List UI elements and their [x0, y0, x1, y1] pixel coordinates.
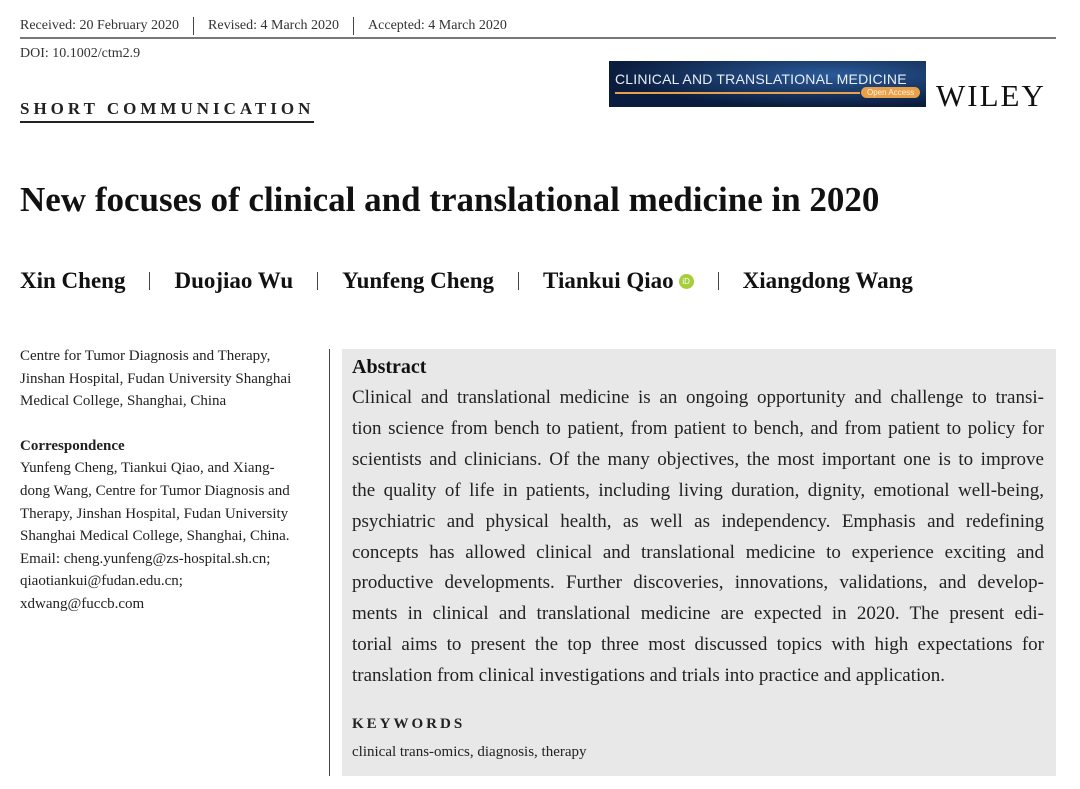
abstract-line: torial aims to present the top three most discussed topics with high expectations for	[352, 634, 1044, 656]
author-separator	[149, 272, 150, 290]
header-rule	[20, 37, 1056, 39]
publisher-logo[interactable]: WILEY	[936, 78, 1046, 113]
article-title: New focuses of clinical and translational medicine in 2020	[20, 180, 880, 219]
correspondence-line: dong Wang, Centre for Tumor Diagnosis and	[20, 482, 290, 499]
author[interactable]: Duojiao Wu	[174, 268, 294, 293]
journal-title: CLINICAL AND TRANSLATIONAL MEDICINE	[615, 71, 907, 87]
correspondence-line: Yunfeng Cheng, Tiankui Qiao, and Xiang-	[20, 460, 275, 477]
affiliation-line: Jinshan Hospital, Fudan University Shanghai	[20, 370, 292, 387]
affiliation	[20, 345, 320, 413]
author[interactable]: Tiankui Qiao	[543, 268, 674, 293]
affiliation-column	[20, 345, 320, 616]
abstract-heading: Abstract	[352, 356, 427, 378]
affiliation-line: Medical College, Shanghai, China	[20, 393, 227, 410]
abstract-line: translation from clinical investigations and trials into practice and application.	[352, 665, 946, 687]
abstract-box	[342, 349, 1056, 776]
abstract-line: Clinical and translational medicine is an ongoing opportunity and challenge to transi-	[352, 387, 1044, 408]
email-link[interactable]: xdwang@fuccb.com	[20, 595, 145, 612]
correspondence-line: Therapy, Jinshan Hospital, Fudan University	[20, 505, 289, 522]
orcid-icon[interactable]: iD	[679, 274, 694, 289]
accepted-date: Accepted: 4 March 2020	[368, 18, 507, 33]
author-list	[20, 268, 913, 294]
abstract-text	[352, 383, 1044, 692]
doi-link[interactable]: DOI: 10.1002/ctm2.9	[20, 46, 141, 61]
abstract-line: psychiatric and physical health, as well as independency. Emphasis and redefining	[352, 510, 1044, 532]
revised-date: Revised: 4 March 2020	[194, 17, 354, 35]
journal-banner-logo[interactable]	[609, 61, 926, 107]
author[interactable]: Xin Cheng	[20, 268, 126, 293]
affiliation-line: Centre for Tumor Diagnosis and Therapy,	[20, 348, 271, 364]
author[interactable]: Yunfeng Cheng	[342, 268, 495, 293]
author-separator	[317, 272, 318, 290]
correspondence-line: Shanghai Medical College, Shanghai, China.	[20, 528, 290, 545]
correspondence-heading: Correspondence	[20, 437, 125, 454]
abstract-line: concepts has allowed clinical and translational medicine to experience exciting and	[352, 541, 1044, 563]
author-with-orcid	[543, 268, 694, 294]
keywords-heading: KEYWORDS	[352, 716, 466, 732]
column-divider	[329, 349, 330, 776]
section-label: SHORT COMMUNICATION	[20, 99, 314, 123]
author-separator	[718, 272, 719, 290]
email-link[interactable]: Email: cheng.yunfeng@zs-hospital.sh.cn;	[20, 550, 271, 567]
received-date: Received: 20 February 2020	[20, 17, 194, 35]
author-separator	[518, 272, 519, 290]
author[interactable]: Xiangdong Wang	[742, 268, 913, 293]
abstract-line: scientists and clinicians. Of the many objectives, the most important one is to improve	[352, 448, 1044, 470]
email-link[interactable]: qiaotiankui@fudan.edu.cn;	[20, 573, 183, 590]
keywords: clinical trans-omics, diagnosis, therapy	[352, 744, 587, 760]
abstract-line: ments in clinical and translational medicine are expected in 2020. The present edi-	[352, 603, 1044, 625]
abstract-line: the quality of life in patients, including living duration, dignity, emotional well-being,	[352, 479, 1044, 501]
open-access-badge: Open Access	[861, 87, 920, 98]
article-history	[20, 17, 521, 35]
banner-accent-line	[615, 92, 860, 94]
abstract-line: productive developments. Further discoveries, innovations, validations, and develop-	[352, 572, 1044, 594]
abstract-line: tion science from bench to patient, from patient to bench, and from patient to policy for	[352, 417, 1044, 439]
